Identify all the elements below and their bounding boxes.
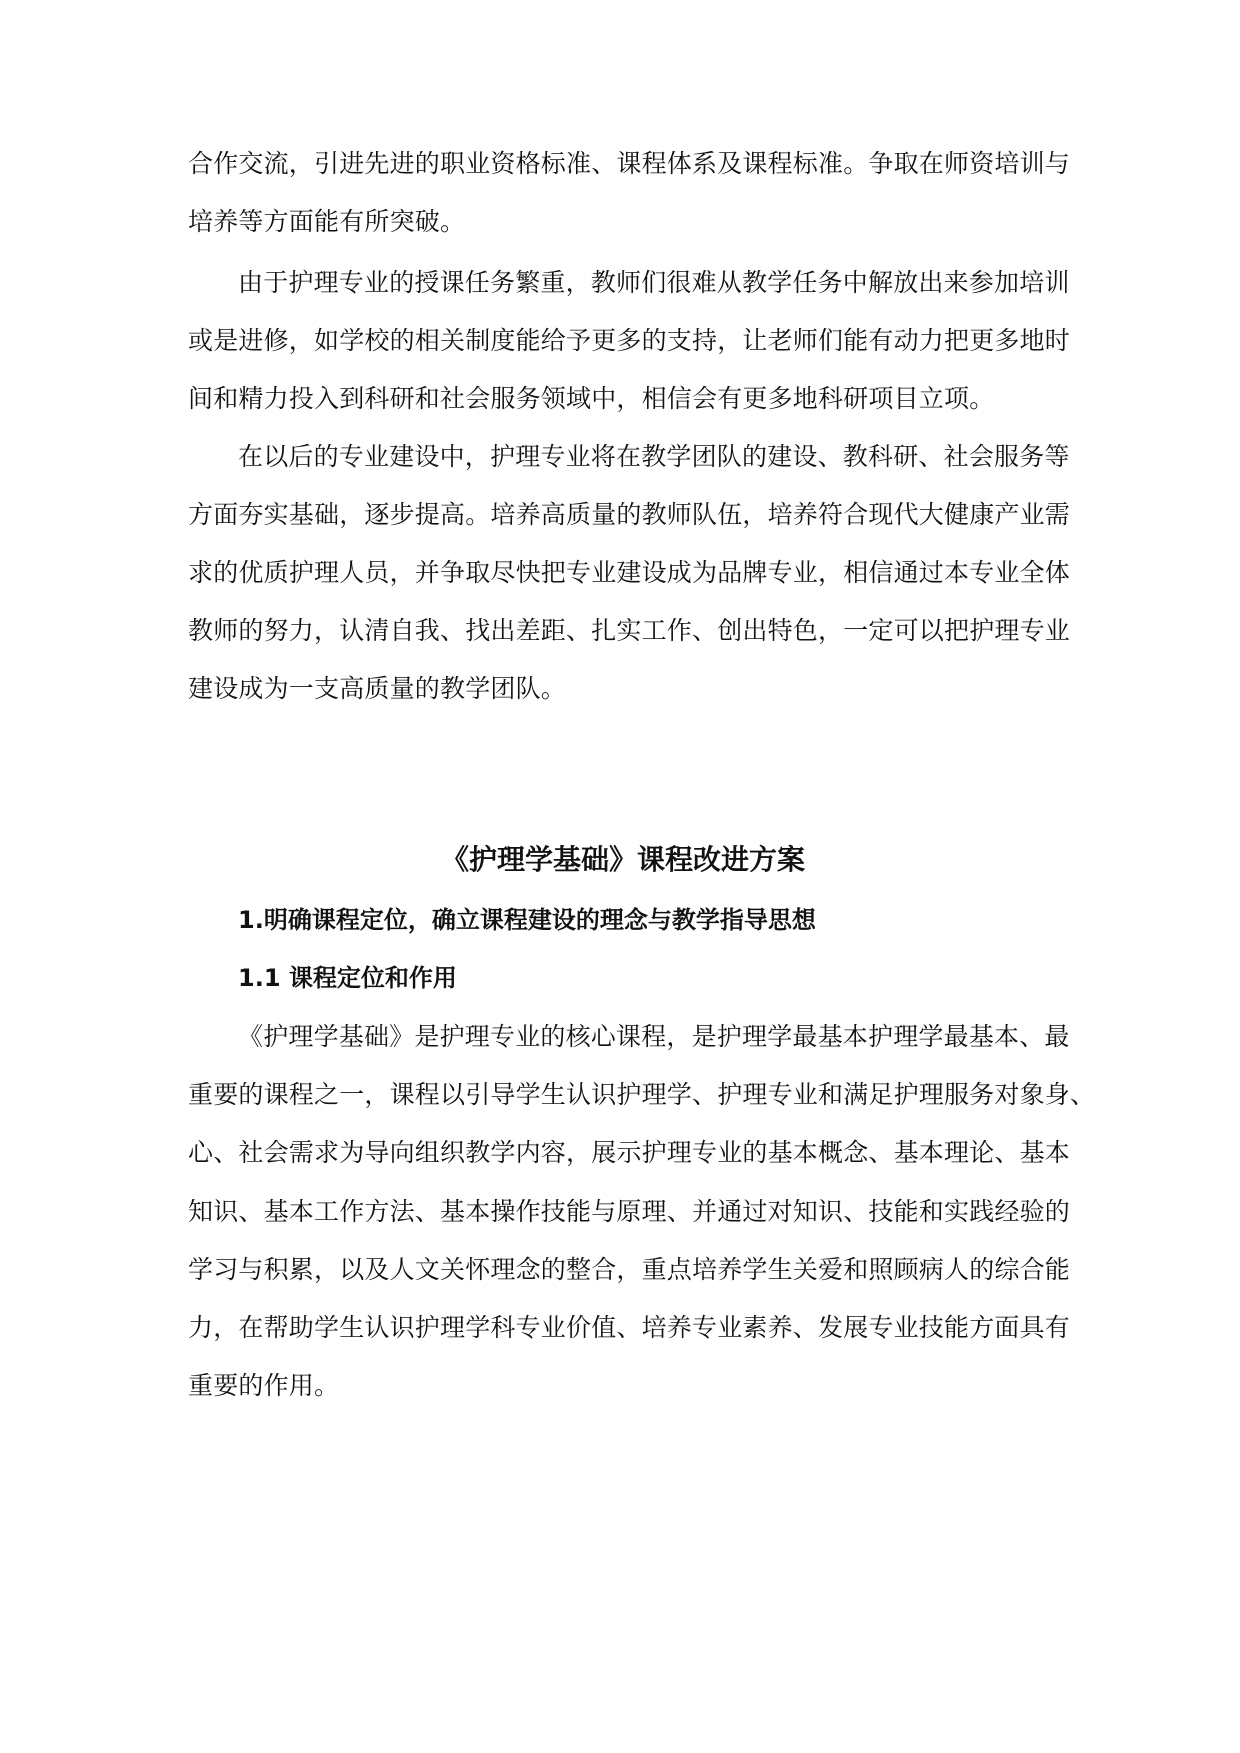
paragraph-line: 建设成为一支高质量的教学团队。 <box>188 674 567 703</box>
paragraph-line: 间和精力投入到科研和社会服务领域中，相信会有更多地科研项目立项。 <box>188 384 995 413</box>
paragraph-line: 《护理学基础》是护理专业的核心课程，是护理学最基本护理学最基本、最 <box>238 1022 1070 1051</box>
paragraph-line: 或是进修，如学校的相关制度能给予更多的支持，让老师们能有动力把更多地时 <box>188 326 1071 355</box>
paragraph-line: 由于护理专业的授课任务繁重，教师们很难从教学任务中解放出来参加培训 <box>238 268 1070 297</box>
heading-1: 1.明确课程定位，确立课程建设的理念与教学指导思想 <box>238 906 816 934</box>
paragraph-line: 培养等方面能有所突破。 <box>188 207 466 236</box>
paragraph-line: 教师的努力，认清自我、找出差距、扎实工作、创出特色，一定可以把护理专业 <box>188 616 1071 645</box>
paragraph-line: 重要的作用。 <box>188 1371 340 1400</box>
paragraph-line: 知识、基本工作方法、基本操作技能与原理、并通过对知识、技能和实践经验的 <box>188 1197 1071 1226</box>
paragraph-line: 方面夯实基础，逐步提高。培养高质量的教师队伍，培养符合现代大健康产业需 <box>188 500 1071 529</box>
paragraph-line: 重要的课程之一，课程以引导学生认识护理学、护理专业和满足护理服务对象身、 <box>188 1080 1096 1109</box>
paragraph-line: 学习与积累，以及人文关怀理念的整合，重点培养学生关爱和照顾病人的综合能 <box>188 1255 1071 1284</box>
paragraph-line: 求的优质护理人员，并争取尽快把专业建设成为品牌专业，相信通过本专业全体 <box>188 558 1071 587</box>
paragraph-line: 力，在帮助学生认识护理学科专业价值、培养专业素养、发展专业技能方面具有 <box>188 1313 1071 1342</box>
paragraph-line: 心、社会需求为导向组织教学内容，展示护理专业的基本概念、基本理论、基本 <box>188 1138 1071 1167</box>
heading-1-1: 1.1 课程定位和作用 <box>238 964 457 992</box>
section-title: 《护理学基础》课程改进方案 <box>440 843 805 876</box>
paragraph-line: 在以后的专业建设中，护理专业将在教学团队的建设、教科研、社会服务等 <box>238 442 1070 471</box>
paragraph-line: 合作交流，引进先进的职业资格标准、课程体系及课程标准。争取在师资培训与 <box>188 149 1071 178</box>
